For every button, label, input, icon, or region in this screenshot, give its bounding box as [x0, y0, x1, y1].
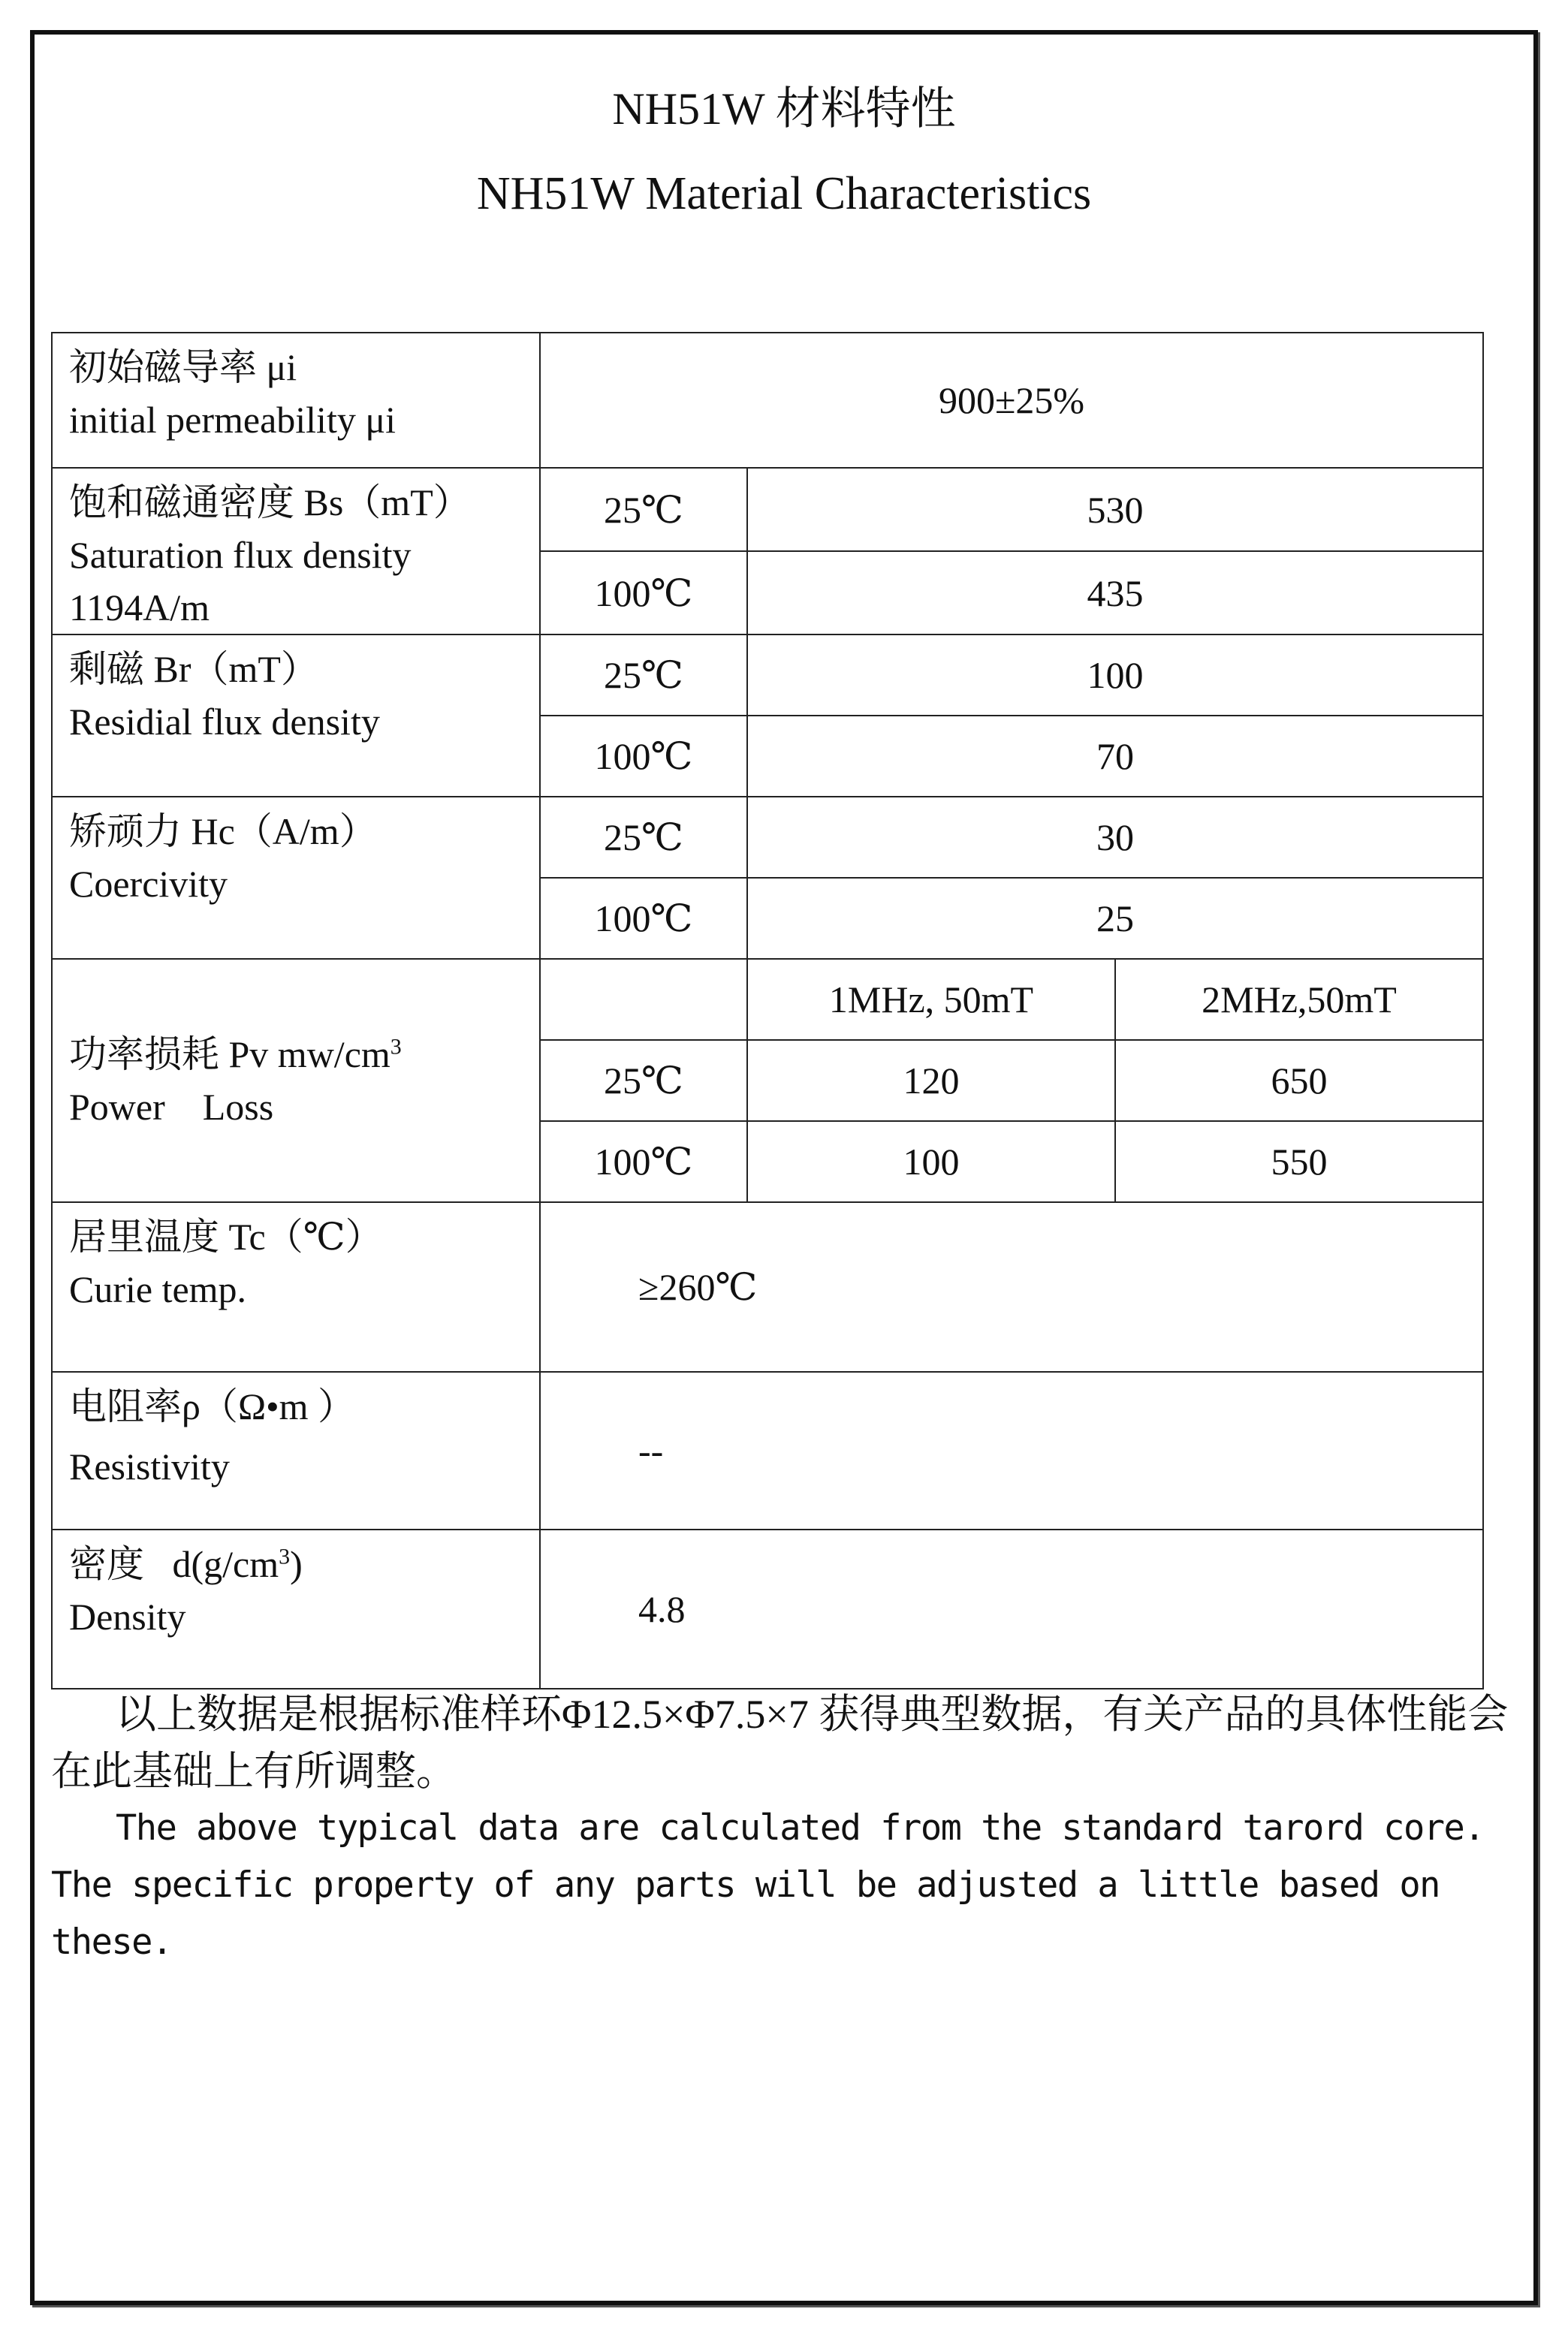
value-resistivity: --	[540, 1372, 1483, 1530]
table-row	[52, 959, 1483, 1040]
temp-100: 100℃	[540, 1121, 747, 1202]
empty-cell	[540, 959, 747, 1040]
temp-100: 100℃	[540, 878, 747, 959]
characteristics-table	[51, 332, 1484, 1689]
value-residual-25: 100	[747, 634, 1483, 716]
table-row	[52, 634, 1483, 716]
value-coercivity-25: 30	[747, 797, 1483, 878]
value-loss-2mhz-100: 550	[1115, 1121, 1483, 1202]
row-label-saturation: 饱和磁通密度 Bs（mT） Saturation flux density 1194A/m	[52, 468, 540, 634]
title-chinese: NH51W 材料特性	[612, 84, 956, 134]
table-row	[52, 468, 1483, 551]
row-label-curie: 居里温度 Tc（℃） Curie temp.	[52, 1202, 540, 1372]
row-label-coercivity: 矫顽力 Hc（A/m） Coercivity	[52, 797, 540, 959]
header-2mhz: 2MHz,50mT	[1115, 959, 1483, 1040]
temp-100: 100℃	[540, 551, 747, 634]
value-loss-1mhz-100: 100	[747, 1121, 1115, 1202]
header-1mhz: 1MHz, 50mT	[747, 959, 1115, 1040]
row-label-residual: 剩磁 Br（mT） Residial flux density	[52, 634, 540, 797]
table-row	[52, 1202, 1483, 1372]
value-coercivity-100: 25	[747, 878, 1483, 959]
row-label-density: 密度 $d(g/cm^3)$ Density	[52, 1530, 540, 1689]
table-row	[52, 333, 1483, 468]
footnote	[51, 1686, 1512, 1971]
value-loss-2mhz-25: 650	[1115, 1040, 1483, 1121]
value-residual-100: 70	[747, 716, 1483, 797]
row-label-power-loss: 功率损耗 Pv $mw/cm^3$ Power Loss	[52, 959, 540, 1202]
table-row	[52, 797, 1483, 878]
row-label-permeability: 初始磁导率 μi initial permeability μi	[52, 333, 540, 468]
temp-25: 25℃	[540, 797, 747, 878]
footnote-english: The above typical data are calculated from the standard tarord core. The specific property of any parts will be adjusted a little based on these.	[51, 1807, 1485, 1963]
value-saturation-100: 435	[747, 551, 1483, 634]
value-curie: ≥260℃	[540, 1202, 1483, 1372]
table-row	[52, 1530, 1483, 1689]
row-label-resistivity: 电阻率ρ（Ω•m ） Resistivity	[52, 1372, 540, 1530]
title-english: NH51W Material Characteristics	[476, 168, 1092, 219]
footnote-chinese: 以上数据是根据标准样环Φ12.5×Φ7.5×7 获得典型数据，有关产品的具体性能会在此基础上有所调整。	[51, 1692, 1509, 1794]
temp-25: 25℃	[540, 468, 747, 551]
temp-25: 25℃	[540, 634, 747, 716]
value-density: 4.8	[540, 1530, 1483, 1689]
temp-100: 100℃	[540, 716, 747, 797]
temp-25: 25℃	[540, 1040, 747, 1121]
table-row	[52, 1372, 1483, 1530]
value-saturation-25: 530	[747, 468, 1483, 551]
value-loss-1mhz-25: 120	[747, 1040, 1115, 1121]
value-permeability: 900±25%	[540, 333, 1483, 468]
